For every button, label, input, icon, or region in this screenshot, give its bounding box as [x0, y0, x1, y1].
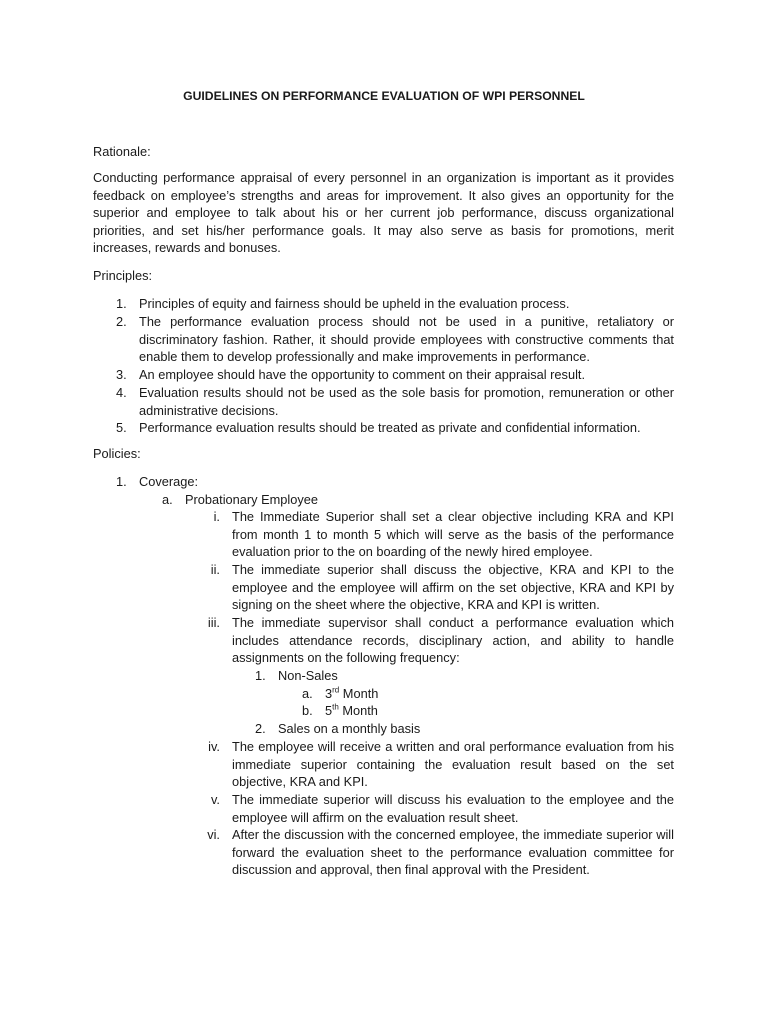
list-marker: 2. — [116, 314, 127, 329]
list-marker: 1. — [116, 474, 127, 489]
month-3-label: 3rd Month — [325, 685, 379, 701]
policies-heading: Policies: — [93, 446, 141, 461]
non-sales-label: Non-Sales — [278, 668, 338, 683]
list-marker: ii. — [210, 562, 220, 577]
principle-item: An employee should have the opportunity to comment on their appraisal result. — [139, 367, 586, 382]
list-marker: b. — [302, 703, 313, 718]
rationale-heading: Rationale: — [93, 144, 151, 159]
list-marker: iii. — [207, 615, 220, 630]
list-marker: 3. — [116, 367, 127, 382]
list-marker: 1. — [255, 668, 266, 683]
document-title: GUIDELINES ON PERFORMANCE EVALUATION OF WPI PERSONNEL — [183, 89, 585, 103]
list-marker: vi. — [207, 827, 220, 842]
principle-item: Principles of equity and fairness should be upheld in the evaluation process. — [139, 296, 570, 311]
policy-step: The employee will receive a written and oral performance evaluation from his immediate superior containing the evaluation result based on the set objective, KRA and KPI. — [232, 739, 674, 790]
list-marker: 4. — [116, 385, 127, 400]
list-marker: iv. — [208, 739, 220, 754]
policy-step: The Immediate Superior shall set a clear objective including KRA and KPI from month 1 to month 5 which will serve as the basis of the performance evaluation prior to the on boarding of the newly hired employee. — [232, 509, 674, 560]
list-marker: a. — [302, 686, 313, 701]
principle-item: Performance evaluation results should be treated as private and confidential information. — [139, 420, 641, 435]
list-marker: 1. — [116, 296, 127, 311]
policy-step: After the discussion with the concerned employee, the immediate superior will forward the evaluation sheet to the performance evaluation committee for discussion and approval, then final approval with the President. — [232, 827, 674, 878]
principle-item: Evaluation results should not be used as the sole basis for promotion, remuneration or other administrative decisions. — [139, 385, 674, 418]
principles-heading: Principles: — [93, 268, 153, 283]
rationale-paragraph: Conducting performance appraisal of every personnel in an organization is important as it provides feedback on employee’s strengths and areas for improvement. It also gives an opportunity for the superior and employee to talk about his or her current job performance, discuss organizational priorities, and set his/her performance goals. It may also serve as basis for promotions, merit increases, rewards and bonuses. — [93, 170, 674, 256]
list-marker: i. — [213, 509, 220, 524]
list-marker: 2. — [255, 721, 266, 736]
policy-step: The immediate superior will discuss his evaluation to the employee and the employee will affirm on the evaluation result sheet. — [232, 792, 674, 825]
coverage-label: Coverage: — [139, 474, 199, 489]
probationary-label: Probationary Employee — [185, 492, 319, 507]
policy-step: The immediate superior shall discuss the objective, KRA and KPI to the employee and the employee will affirm on the set objective, KRA and KPI by signing on the sheet where the objective, KRA and KPI is written. — [232, 562, 674, 613]
list-marker: 5. — [116, 420, 127, 435]
month-5-label: 5th Month — [325, 702, 378, 718]
policy-step: The immediate supervisor shall conduct a performance evaluation which includes attendance records, disciplinary action, and ability to handle assignments on the following frequency: — [232, 615, 674, 666]
principle-item: The performance evaluation process should not be used in a punitive, retaliatory or discriminatory fashion. Rather, it should provide employees with constructive comments that enable them to develop professionally and make improvements in performance. — [139, 314, 674, 365]
list-marker: v. — [210, 792, 220, 807]
list-marker: a. — [162, 492, 173, 507]
sales-label: Sales on a monthly basis — [278, 721, 421, 736]
